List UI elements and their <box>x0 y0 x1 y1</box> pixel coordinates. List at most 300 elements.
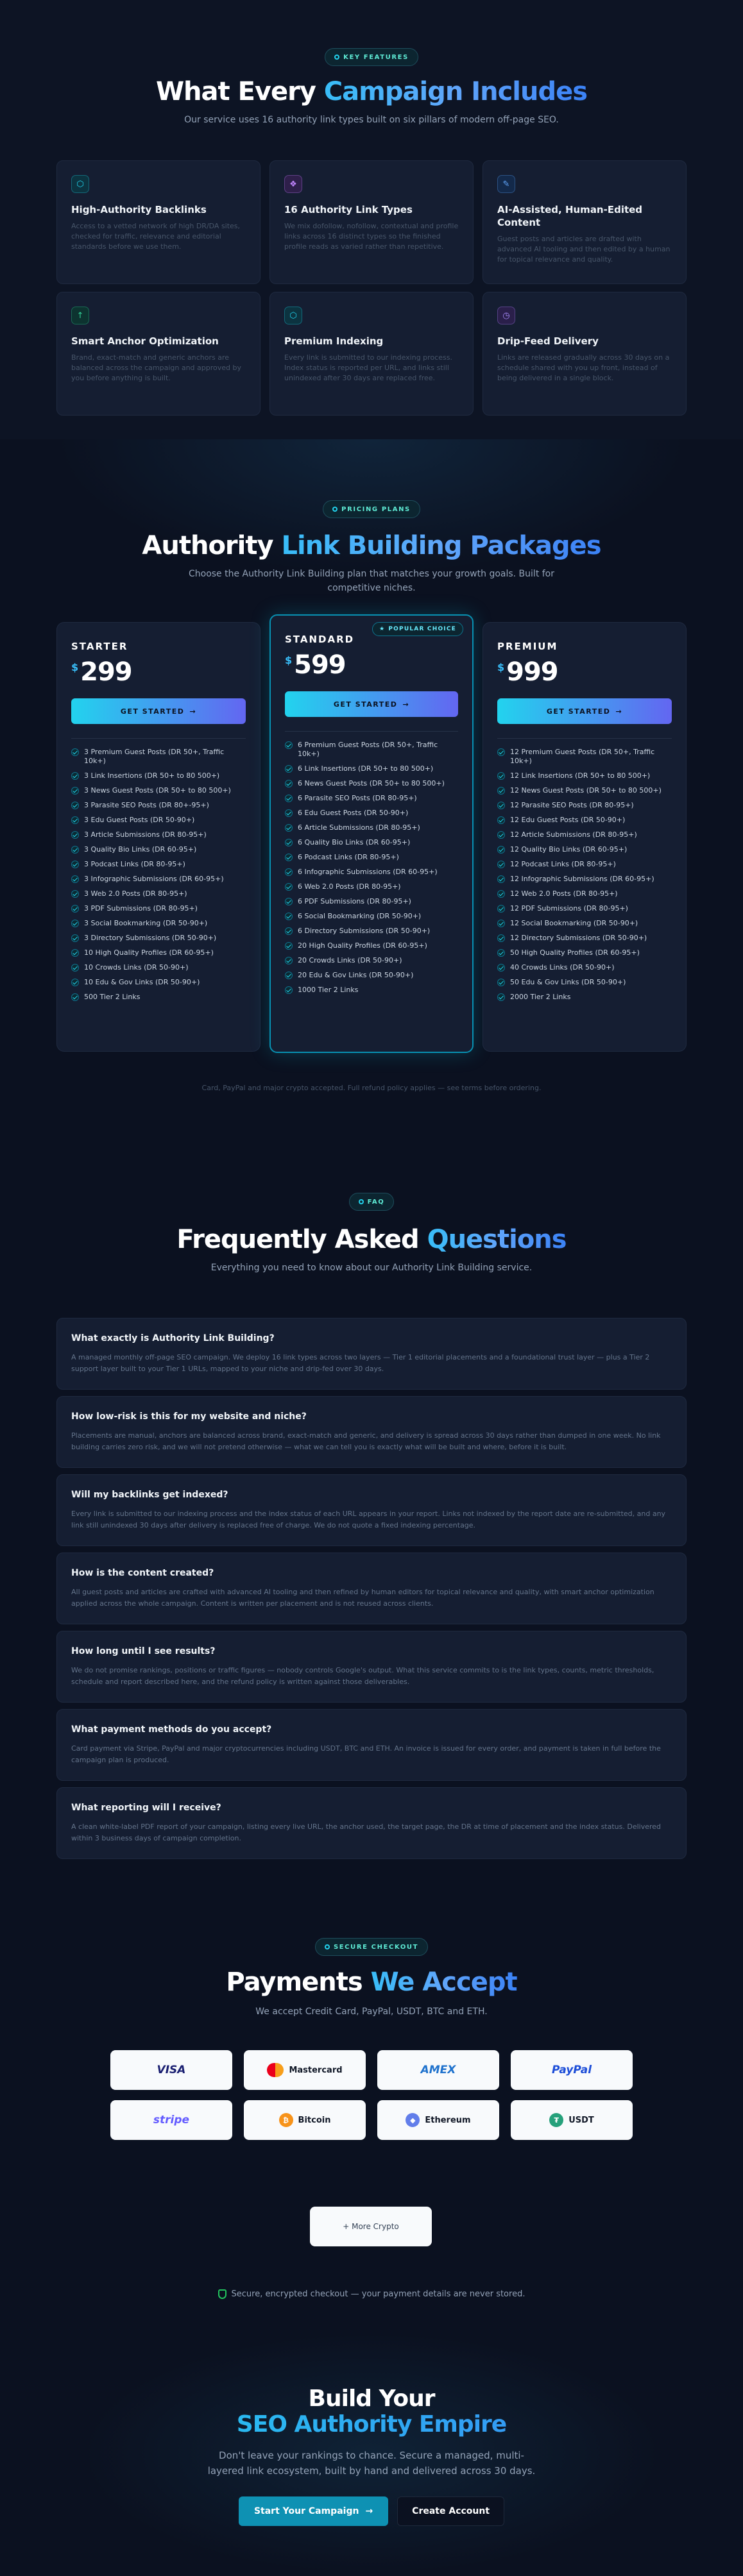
plan-price <box>285 650 458 680</box>
plan-feature-text: 50 High Quality Profiles (DR 60-95+) <box>510 948 640 957</box>
plan-feature <box>497 845 672 854</box>
faq-title <box>0 1225 743 1254</box>
faq-item[interactable] <box>56 1631 687 1703</box>
plan-card-starter <box>56 622 260 1052</box>
feature-title: 16 Authority Link Types <box>284 204 413 215</box>
faq-item[interactable] <box>56 1396 687 1468</box>
plan-feature <box>71 860 246 869</box>
payment-method-label: PayPal <box>551 2064 592 2076</box>
plan-feature-text: 6 Article Submissions (DR 80-95+) <box>298 823 420 832</box>
plan-feature <box>71 978 246 987</box>
feature-card <box>483 292 687 416</box>
plan-feature <box>71 830 246 839</box>
check-icon <box>285 868 293 876</box>
plan-feature-text: 12 Quality Bio Links (DR 60-95+) <box>510 845 628 854</box>
check-icon <box>71 920 79 927</box>
check-icon <box>497 802 505 809</box>
check-icon <box>285 898 293 905</box>
plan-feature <box>71 816 246 825</box>
plan-feature-text: 3 Quality Bio Links (DR 60-95+) <box>84 845 197 854</box>
plan-feature <box>497 978 672 987</box>
tag-icon <box>332 507 337 512</box>
plan-feature <box>285 868 458 877</box>
plan-feature <box>497 963 672 972</box>
check-icon <box>285 741 293 749</box>
plan-feature-text: 6 Podcast Links (DR 80-95+) <box>298 853 399 861</box>
arrow-right-icon: → <box>615 707 623 716</box>
feature-text: Links are released gradually across 30 days on a schedule shared with you up front, instead of being delivered in a single block. <box>497 353 670 382</box>
check-icon <box>285 942 293 950</box>
check-icon <box>285 809 293 817</box>
pill-label: KEY FEATURES <box>343 53 409 61</box>
plan-feature-text: 6 News Guest Posts (DR 50+ to 80 500+) <box>298 779 445 787</box>
check-icon <box>285 957 293 964</box>
plan-feature <box>285 853 458 862</box>
plan-feature <box>285 794 458 803</box>
title-part: What Every <box>155 77 324 106</box>
payment-method-paypal <box>511 2050 633 2090</box>
check-icon <box>497 861 505 868</box>
check-icon <box>497 964 505 972</box>
check-icon <box>285 854 293 861</box>
plan-feature-text: 12 Directory Submissions (DR 50-90+) <box>510 934 647 942</box>
faq-item[interactable] <box>56 1474 687 1546</box>
plan-name: STARTER <box>71 641 128 652</box>
faq-question: What payment methods do you accept? <box>71 1724 272 1735</box>
plan-price <box>71 657 246 687</box>
get-started-button[interactable] <box>285 691 458 717</box>
get-started-label: GET STARTED <box>120 707 185 716</box>
plan-feature <box>497 748 672 766</box>
secure-note <box>0 2289 743 2299</box>
faq-item[interactable] <box>56 1318 687 1390</box>
plan-feature-text: 3 Infographic Submissions (DR 60-95+) <box>84 875 224 883</box>
plan-feature-text: 12 Article Submissions (DR 80-95+) <box>510 830 637 839</box>
faq-pill <box>349 1193 395 1211</box>
plan-feature-text: 6 Quality Bio Links (DR 60-95+) <box>298 838 411 846</box>
plan-feature-text: 10 Edu & Gov Links (DR 50-90+) <box>84 978 200 986</box>
plan-feature <box>71 948 246 957</box>
payment-method-usdt <box>511 2100 633 2140</box>
check-icon <box>71 890 79 898</box>
feature-title: High-Authority Backlinks <box>71 204 207 215</box>
plan-feature <box>285 912 458 921</box>
payments-subtitle: We accept Credit Card, PayPal, USDT, BTC and ETH. <box>255 2007 488 2017</box>
check-icon <box>497 875 505 883</box>
plan-feature <box>285 779 458 788</box>
plan-feature-text: 3 Podcast Links (DR 80-95+) <box>84 860 185 868</box>
cta-subtitle: Don't leave your rankings to chance. Secure a managed, multi-layered link ecosystem, built by hand and delivered across 30 days. <box>207 2450 536 2477</box>
payment-method-label: stripe <box>153 2114 190 2126</box>
features-title <box>0 77 743 106</box>
check-icon <box>497 787 505 795</box>
plan-feature-text: 12 Edu Guest Posts (DR 50-90+) <box>510 816 626 824</box>
cta-title <box>0 2386 743 2437</box>
payment-method-bitcoin <box>244 2100 366 2140</box>
check-icon <box>497 920 505 927</box>
arrow-up-icon: ↑ <box>71 307 89 324</box>
faq-question: What exactly is Authority Link Building? <box>71 1333 275 1343</box>
plan-feature-text: 500 Tier 2 Links <box>84 993 141 1001</box>
get-started-label: GET STARTED <box>333 700 398 709</box>
pricing-plans <box>56 622 687 1058</box>
plan-feature <box>71 748 246 766</box>
check-icon <box>497 949 505 957</box>
plan-feature-text: 6 Infographic Submissions (DR 60-95+) <box>298 868 438 876</box>
cta-title-line2: SEO Authority Empire <box>0 2412 743 2437</box>
secure-note-text: Secure, encrypted checkout — your payment details are never stored. <box>231 2289 525 2299</box>
check-icon <box>285 839 293 846</box>
currency-symbol: $ <box>285 654 293 666</box>
plan-feature-text: 3 Parasite SEO Posts (DR 80+-95+) <box>84 801 209 809</box>
title-accent: Questions <box>427 1225 567 1254</box>
feature-text: We mix dofollow, nofollow, contextual and profile links across 16 distinct types so the finished profile reads as varied rather than repetitive. <box>284 222 459 251</box>
feature-title: Smart Anchor Optimization <box>71 335 219 347</box>
payment-methods-grid <box>110 2050 633 2246</box>
check-icon <box>497 772 505 780</box>
cta-section <box>0 2331 743 2576</box>
plan-feature-text: 12 Link Insertions (DR 50+ to 80 500+) <box>510 771 651 780</box>
currency-symbol: $ <box>497 661 505 673</box>
plan-feature <box>497 904 672 913</box>
faq-list <box>56 1318 687 1865</box>
plan-feature-text: 3 Social Bookmarking (DR 50-90+) <box>84 919 208 927</box>
star-icon: ★ <box>379 626 386 632</box>
bitcoin-icon: ₿ <box>279 2113 293 2127</box>
plan-feature <box>285 741 458 759</box>
plan-feature-text: 6 Social Bookmarking (DR 50-90+) <box>298 912 422 920</box>
plan-feature-text: 3 News Guest Posts (DR 50+ to 80 500+) <box>84 786 231 795</box>
plan-feature <box>497 771 672 780</box>
plan-feature <box>497 948 672 957</box>
check-icon <box>71 846 79 854</box>
plan-feature-text: 3 PDF Submissions (DR 80-95+) <box>84 904 198 913</box>
pricing-subtitle: Choose the Authority Link Building plan that matches your growth goals. Built for competitive niches. <box>188 569 555 593</box>
faq-question: How is the content created? <box>71 1568 214 1578</box>
feature-text: Every link is submitted to our indexing process. Index status is reported per URL, and links still unindexed after 30 days are replaced free. <box>284 353 452 382</box>
plan-feature <box>497 801 672 810</box>
key-features-pill <box>325 48 418 66</box>
faq-answer: A managed monthly off-page SEO campaign. We deploy 16 link types across two layers — Tier 1 editorial placements and a foundational trust layer — plus a Tier 2 support layer built to your Tier 1 URLs, mapped to your niche and drip-fed over 30 days. <box>71 1353 650 1373</box>
plan-feature-text: 12 Infographic Submissions (DR 60-95+) <box>510 875 654 883</box>
faq-answer: All guest posts and articles are crafted with advanced AI tooling and then refined by human editors for topical relevance and quality, with smart anchor optimization applied across the whole campaign. Content is written per placement and is not reused across clients. <box>71 1588 654 1608</box>
plan-feature-text: 12 Parasite SEO Posts (DR 80-95+) <box>510 801 634 809</box>
check-icon <box>285 795 293 802</box>
plan-feature <box>285 941 458 950</box>
title-accent: Link Building Packages <box>281 531 601 560</box>
more-crypto-button[interactable]: + More Crypto <box>310 2207 432 2246</box>
plan-name: PREMIUM <box>497 641 558 652</box>
plan-card-premium <box>483 622 687 1052</box>
plan-features-list <box>71 748 246 1002</box>
check-icon <box>71 831 79 839</box>
faq-question: How low-risk is this for my website and niche? <box>71 1411 307 1422</box>
plan-feature <box>71 963 246 972</box>
faq-answer: A clean white-label PDF report of your campaign, listing every live URL, the anchor used, the target page, the DR at time of placement and the index status. Delivered within 3 business days of campaign completion. <box>71 1823 662 1842</box>
plan-feature <box>71 771 246 780</box>
plan-feature <box>285 809 458 818</box>
faq-subtitle: Everything you need to know about our Authority Link Building service. <box>210 1263 533 1273</box>
plan-feature <box>285 764 458 773</box>
faq-answer: Card payment via Stripe, PayPal and major cryptocurrencies including USDT, BTC and ETH. An invoice is issued for every order, and payment is taken in full before the campaign plan is produced. <box>71 1744 661 1764</box>
payment-method-label: VISA <box>157 2064 186 2076</box>
payment-method-ethereum <box>377 2100 499 2140</box>
plan-feature-text: 12 Web 2.0 Posts (DR 80-95+) <box>510 889 618 898</box>
payment-method-mastercard <box>244 2050 366 2090</box>
pill-label: FAQ <box>367 1198 385 1206</box>
plan-feature <box>285 823 458 832</box>
divider <box>497 738 672 739</box>
faq-answer: Placements are manual, anchors are balanced across brand, exact-match and generic, and delivery is spread across 30 days rather than dumped in one week. No link building carries zero risk, and we will not pretend otherwise — what we can tell you is exactly what will be built and where, before it is built. <box>71 1431 661 1451</box>
plan-feature <box>71 934 246 943</box>
plan-card-standard <box>269 614 474 1053</box>
plan-feature <box>497 816 672 825</box>
plan-feature-text: 3 Link Insertions (DR 50+ to 80 500+) <box>84 771 220 780</box>
price-amount: 299 <box>80 657 132 687</box>
faq-answer: We do not promise rankings, positions or traffic figures — nobody controls Google's output. What this service commits to is the link types, counts, metric thresholds, schedule and report described here, and the refund policy is written against those deliverables. <box>71 1666 654 1686</box>
check-icon <box>497 993 505 1001</box>
faq-question: How long until I see results? <box>71 1646 216 1656</box>
currency-symbol: $ <box>71 661 79 673</box>
layers-icon: ❖ <box>284 175 302 193</box>
plan-features-list <box>497 748 672 1002</box>
plan-name: STANDARD <box>285 634 355 645</box>
check-icon <box>285 972 293 979</box>
payment-method-label: Bitcoin <box>298 2115 331 2125</box>
payments-section <box>0 1911 743 2331</box>
plan-feature-text: 3 Premium Guest Posts (DR 50+, Traffic 10k+) <box>84 748 225 765</box>
plan-feature-text: 3 Directory Submissions (DR 50-90+) <box>84 934 217 942</box>
badge-label: POPULAR CHOICE <box>388 626 456 632</box>
plan-feature-text: 12 PDF Submissions (DR 80-95+) <box>510 904 628 913</box>
title-accent: Campaign Includes <box>323 77 588 106</box>
features-subtitle: Our service uses 16 authority link types built on six pillars of modern off-page SEO. <box>184 115 559 125</box>
plan-feature-text: 6 Parasite SEO Posts (DR 80-95+) <box>298 794 417 802</box>
get-started-label: GET STARTED <box>546 707 611 716</box>
feature-card <box>56 160 260 284</box>
shield-check-icon <box>218 2289 226 2299</box>
check-icon <box>285 883 293 891</box>
check-icon <box>71 905 79 913</box>
plan-feature <box>497 786 672 795</box>
plan-feature <box>71 875 246 884</box>
pricing-note: Card, PayPal and major crypto accepted. Full refund policy applies — see terms before ordering. <box>201 1084 542 1092</box>
faq-question: Will my backlinks get indexed? <box>71 1490 228 1500</box>
plan-feature-text: 6 Link Insertions (DR 50+ to 80 500+) <box>298 764 434 773</box>
plan-feature-text: 1000 Tier 2 Links <box>298 986 359 994</box>
get-started-button[interactable] <box>71 698 246 724</box>
get-started-button[interactable] <box>497 698 672 724</box>
plan-feature <box>71 845 246 854</box>
index-icon: ⬡ <box>284 307 302 324</box>
plan-feature-text: 40 Crowds Links (DR 50-90+) <box>510 963 615 972</box>
check-icon <box>497 979 505 986</box>
payment-method-label: USDT <box>568 2115 594 2125</box>
feature-text: Guest posts and articles are drafted with advanced AI tooling and then edited by a human for topical relevance and quality. <box>497 235 670 264</box>
feature-card <box>483 160 687 284</box>
feature-card <box>56 292 260 416</box>
payment-method-stripe <box>110 2100 232 2140</box>
create-account-button[interactable]: Create Account <box>397 2496 504 2526</box>
check-icon <box>71 816 79 824</box>
features-section <box>0 0 743 439</box>
tether-icon: ₮ <box>549 2113 563 2127</box>
faq-answer: Every link is submitted to our indexing process and the index status of each URL appears in your report. Links not indexed by the report date are re-submitted, and any link still unindexed 30 days after delivery is replaced free of charge. We do not quote a fixed indexing percentage. <box>71 1510 666 1529</box>
check-icon <box>285 986 293 994</box>
check-icon <box>71 979 79 986</box>
plan-feature-text: 6 Premium Guest Posts (DR 50+, Traffic 10k+) <box>298 741 438 758</box>
divider <box>71 738 246 739</box>
plan-feature-text: 12 Social Bookmarking (DR 50-90+) <box>510 919 638 927</box>
check-icon <box>285 780 293 787</box>
pricing-title <box>0 531 743 560</box>
feature-title: AI-Assisted, Human-Edited Content <box>497 204 643 228</box>
pill-label: SECURE CHECKOUT <box>333 1943 419 1951</box>
plan-feature-text: 12 Premium Guest Posts (DR 50+, Traffic 10k+) <box>510 748 655 765</box>
sparkle-icon <box>334 55 339 60</box>
faq-question: What reporting will I receive? <box>71 1803 221 1813</box>
help-icon <box>359 1199 364 1204</box>
ethereum-icon: ◆ <box>406 2113 420 2127</box>
feature-card <box>269 160 474 284</box>
plan-feature-text: 10 Crowds Links (DR 50-90+) <box>84 963 189 972</box>
plan-feature-text: 6 Edu Guest Posts (DR 50-90+) <box>298 809 409 817</box>
plan-feature-text: 10 High Quality Profiles (DR 60-95+) <box>84 948 214 957</box>
payment-method-amex <box>377 2050 499 2090</box>
check-icon <box>497 905 505 913</box>
cta-buttons <box>0 2496 743 2526</box>
plan-feature <box>285 927 458 936</box>
plan-features-list <box>285 741 458 995</box>
check-icon <box>71 993 79 1001</box>
plan-feature <box>71 904 246 913</box>
plan-feature <box>497 934 672 943</box>
plan-feature <box>497 993 672 1002</box>
feature-text: Access to a vetted network of high DR/DA sites, checked for traffic, relevance and editorial standards before we use them. <box>71 222 241 251</box>
plan-price <box>497 657 672 687</box>
secure-checkout-pill <box>315 1938 428 1956</box>
check-icon <box>71 861 79 868</box>
plan-feature-text: 20 Edu & Gov Links (DR 50-90+) <box>298 971 414 979</box>
plan-feature-text: 12 News Guest Posts (DR 50+ to 80 500+) <box>510 786 662 795</box>
pill-label: PRICING PLANS <box>341 505 411 513</box>
check-icon <box>71 949 79 957</box>
plan-feature <box>497 830 672 839</box>
check-icon <box>71 748 79 756</box>
faq-item[interactable] <box>56 1787 687 1859</box>
arrow-right-icon: → <box>189 707 197 716</box>
payment-method-label: Ethereum <box>425 2115 471 2125</box>
clock-icon: ◷ <box>497 307 515 324</box>
payment-method-label: AMEX <box>420 2064 456 2076</box>
plan-feature <box>497 860 672 869</box>
plan-feature-text: 6 PDF Submissions (DR 80-95+) <box>298 897 411 905</box>
mastercard-icon <box>267 2063 284 2077</box>
plan-feature <box>497 875 672 884</box>
faq-item[interactable] <box>56 1709 687 1781</box>
arrow-right-icon: → <box>402 700 410 709</box>
check-icon <box>71 875 79 883</box>
plan-feature <box>285 986 458 995</box>
check-icon <box>71 772 79 780</box>
feature-card <box>269 292 474 416</box>
plan-feature <box>71 919 246 928</box>
check-icon <box>497 934 505 942</box>
shield-icon: ⬡ <box>71 175 89 193</box>
check-icon <box>497 846 505 854</box>
plan-feature <box>71 801 246 810</box>
plan-feature <box>71 786 246 795</box>
feature-title: Drip-Feed Delivery <box>497 335 599 347</box>
check-icon <box>285 765 293 773</box>
plan-feature-text: 20 Crowds Links (DR 50-90+) <box>298 956 402 964</box>
check-icon <box>497 890 505 898</box>
faq-item[interactable] <box>56 1553 687 1624</box>
plan-feature <box>497 889 672 898</box>
plan-feature-text: 20 High Quality Profiles (DR 60-95+) <box>298 941 427 950</box>
plan-feature-text: 50 Edu & Gov Links (DR 50-90+) <box>510 978 626 986</box>
payment-method-label: Mastercard <box>289 2065 343 2075</box>
cta-title-line1: Build Your <box>308 2386 435 2412</box>
check-icon <box>285 824 293 832</box>
pricing-section <box>0 439 743 1193</box>
check-icon <box>71 802 79 809</box>
price-amount: 599 <box>294 650 346 680</box>
plan-feature <box>285 838 458 847</box>
plan-feature <box>285 897 458 906</box>
check-icon <box>497 748 505 756</box>
price-amount: 999 <box>506 657 558 687</box>
plan-feature <box>71 889 246 898</box>
check-icon <box>497 831 505 839</box>
plan-feature-text: 3 Edu Guest Posts (DR 50-90+) <box>84 816 195 824</box>
plan-feature <box>497 919 672 928</box>
payments-title <box>0 1967 743 1997</box>
check-icon <box>285 927 293 935</box>
payment-method-visa <box>110 2050 232 2090</box>
check-icon <box>71 964 79 972</box>
title-part: Payments <box>226 1967 371 1997</box>
pricing-plans-pill <box>323 500 420 518</box>
check-icon <box>285 913 293 920</box>
start-campaign-label: Start Your Campaign <box>253 2506 359 2516</box>
plan-feature <box>285 971 458 980</box>
plan-feature <box>71 993 246 1002</box>
start-campaign-button[interactable] <box>239 2496 388 2526</box>
plan-feature-text: 12 Podcast Links (DR 80-95+) <box>510 860 616 868</box>
title-part: Frequently Asked <box>176 1225 427 1254</box>
popular-badge <box>372 622 463 636</box>
faq-section <box>0 1193 743 1911</box>
divider <box>285 731 458 732</box>
feature-text: Brand, exact-match and generic anchors are balanced across the campaign and approved by you before anything is built. <box>71 353 241 382</box>
check-icon <box>71 934 79 942</box>
pen-icon: ✎ <box>497 175 515 193</box>
plan-feature <box>285 882 458 891</box>
plan-feature-text: 6 Web 2.0 Posts (DR 80-95+) <box>298 882 401 891</box>
plan-feature-text: 3 Article Submissions (DR 80-95+) <box>84 830 207 839</box>
plan-feature <box>285 956 458 965</box>
arrow-right-icon: → <box>365 2506 373 2516</box>
title-accent: We Accept <box>370 1967 517 1997</box>
check-icon <box>497 816 505 824</box>
plan-feature-text: 3 Web 2.0 Posts (DR 80-95+) <box>84 889 187 898</box>
plan-feature-text: 6 Directory Submissions (DR 50-90+) <box>298 927 431 935</box>
feature-title: Premium Indexing <box>284 335 384 347</box>
features-grid <box>56 160 687 416</box>
plan-feature-text: 2000 Tier 2 Links <box>510 993 571 1001</box>
title-part: Authority <box>142 531 282 560</box>
